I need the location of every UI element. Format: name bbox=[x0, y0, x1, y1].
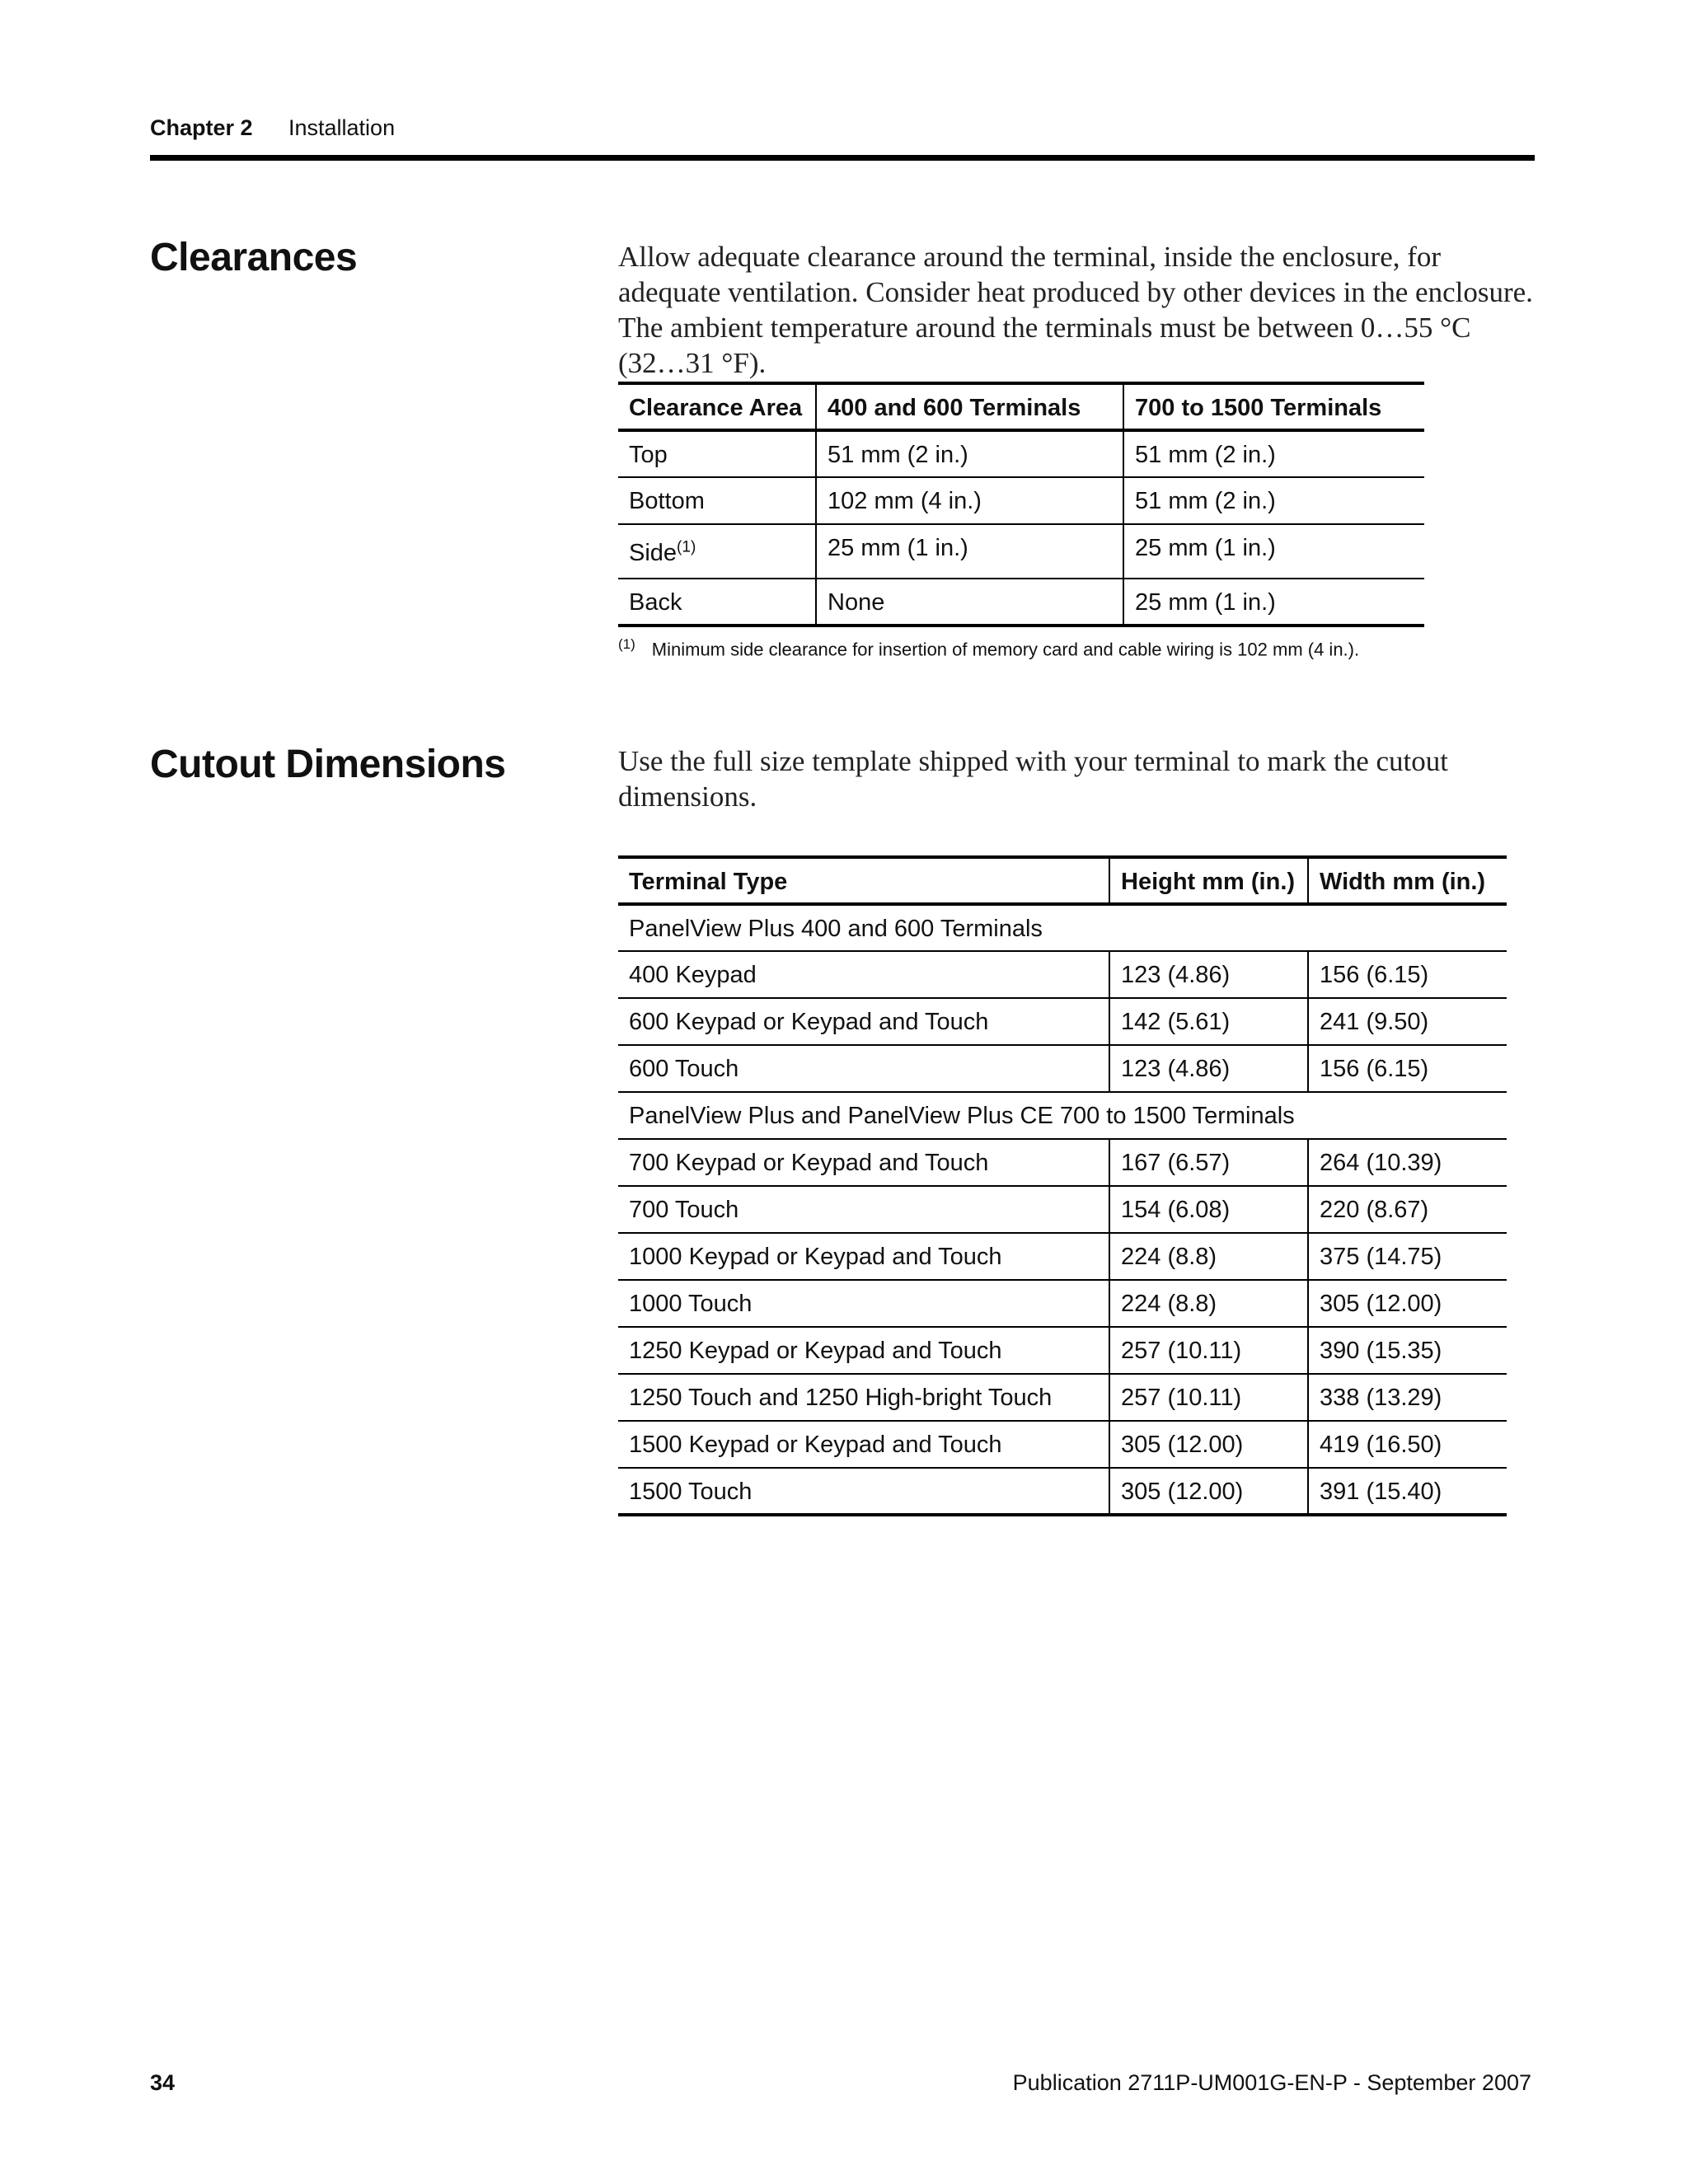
table-cell: 700 Keypad or Keypad and Touch bbox=[629, 1150, 989, 1176]
clearances-paragraph: Allow adequate clearance around the terminal, inside the enclosure, for adequate ventilation. Consider heat produced by other devices in the enclosure. The ambient temperature around the terminals must be between 0…55 °C (32…31 °F). bbox=[618, 241, 1533, 379]
table-header-row bbox=[618, 383, 1424, 430]
table-cell: 154 (6.08) bbox=[1109, 1186, 1308, 1233]
table-cell: 25 mm (1 in.) bbox=[1123, 579, 1424, 626]
column-header: Clearance Area bbox=[629, 395, 803, 421]
footnote-reference: (1) bbox=[677, 538, 696, 556]
table-cell: 1000 Keypad or Keypad and Touch bbox=[629, 1244, 1002, 1270]
table-row bbox=[618, 579, 1424, 626]
column-header: Width mm (in.) bbox=[1308, 857, 1507, 904]
table-row bbox=[618, 1468, 1507, 1515]
column-header: 700 to 1500 Terminals bbox=[1123, 383, 1424, 430]
table-cell bbox=[618, 524, 816, 579]
table-cell: 600 Keypad or Keypad and Touch bbox=[629, 1009, 989, 1035]
table-cell: 257 (10.11) bbox=[1109, 1327, 1308, 1374]
table-cell: 51 mm (2 in.) bbox=[1123, 430, 1424, 477]
table-cell: Top bbox=[629, 442, 668, 468]
footnote-text: Minimum side clearance for insertion of memory card and cable wiring is 102 mm (4 in.). bbox=[651, 639, 1360, 660]
table-cell: 156 (6.15) bbox=[1308, 1045, 1507, 1092]
cutout-paragraph: Use the full size template shipped with your terminal to mark the cutout dimensions. bbox=[618, 745, 1448, 813]
table-cell: 1250 Touch and 1250 High-bright Touch bbox=[629, 1385, 1053, 1411]
table-row bbox=[618, 1186, 1507, 1233]
clearances-table bbox=[618, 382, 1424, 627]
table-row bbox=[618, 998, 1507, 1045]
table-cell: 1500 Touch bbox=[629, 1479, 753, 1505]
table-cell: 391 (15.40) bbox=[1308, 1468, 1507, 1515]
group-label: PanelView Plus and PanelView Plus CE 700 to 1500 Terminals bbox=[629, 1103, 1295, 1129]
table-cell: 1000 Touch bbox=[629, 1291, 753, 1317]
table-row bbox=[618, 1233, 1507, 1280]
table-cell: 305 (12.00) bbox=[1308, 1280, 1507, 1327]
table-row bbox=[618, 1280, 1507, 1327]
table-group-row bbox=[618, 904, 1507, 951]
footnote-mark: (1) bbox=[618, 636, 635, 652]
table-cell: 700 Touch bbox=[629, 1197, 739, 1223]
table-row bbox=[618, 951, 1507, 998]
page-number: 34 bbox=[150, 2070, 176, 2095]
table-cell: 167 (6.57) bbox=[1109, 1139, 1308, 1186]
cutout-heading: Cutout Dimensions bbox=[150, 743, 506, 786]
clearances-heading: Clearances bbox=[150, 236, 358, 279]
footnote bbox=[618, 636, 1359, 660]
table-cell: 102 mm (4 in.) bbox=[816, 477, 1123, 524]
column-header: 400 and 600 Terminals bbox=[816, 383, 1123, 430]
table-cell: 338 (13.29) bbox=[1308, 1374, 1507, 1421]
table-cell: 1250 Keypad or Keypad and Touch bbox=[629, 1338, 1002, 1364]
table-cell: 400 Keypad bbox=[629, 962, 757, 988]
table-cell: 600 Touch bbox=[629, 1056, 739, 1082]
table-row bbox=[618, 1045, 1507, 1092]
table-cell: 305 (12.00) bbox=[1109, 1421, 1308, 1468]
table-row bbox=[618, 477, 1424, 524]
cell-text: Side bbox=[629, 540, 678, 566]
table-cell: 123 (4.86) bbox=[1109, 1045, 1308, 1092]
column-header: Terminal Type bbox=[629, 869, 788, 895]
table-cell: 25 mm (1 in.) bbox=[816, 524, 1123, 579]
table-cell: 241 (9.50) bbox=[1308, 998, 1507, 1045]
group-label: PanelView Plus 400 and 600 Terminals bbox=[629, 916, 1043, 942]
table-cell: 224 (8.8) bbox=[1109, 1233, 1308, 1280]
table-cell: None bbox=[816, 579, 1123, 626]
table-cell: 51 mm (2 in.) bbox=[1123, 477, 1424, 524]
table-cell: 390 (15.35) bbox=[1308, 1327, 1507, 1374]
cutout-table bbox=[618, 855, 1507, 1516]
table-cell: 220 (8.67) bbox=[1308, 1186, 1507, 1233]
header-section: Installation bbox=[288, 115, 396, 140]
table-cell: 305 (12.00) bbox=[1109, 1468, 1308, 1515]
table-cell: 375 (14.75) bbox=[1308, 1233, 1507, 1280]
table-cell: 51 mm (2 in.) bbox=[816, 430, 1123, 477]
table-row bbox=[618, 1421, 1507, 1468]
table-row bbox=[618, 430, 1424, 477]
publication-info: Publication 2711P-UM001G-EN-P - September 2007 bbox=[1012, 2070, 1531, 2095]
table-cell: 419 (16.50) bbox=[1308, 1421, 1507, 1468]
table-cell: 264 (10.39) bbox=[1308, 1139, 1507, 1186]
table-header-row bbox=[618, 857, 1507, 904]
table-cell: Bottom bbox=[629, 488, 705, 514]
table-row bbox=[618, 524, 1424, 579]
table-group-row bbox=[618, 1092, 1507, 1139]
table-cell: 25 mm (1 in.) bbox=[1123, 524, 1424, 579]
table-row bbox=[618, 1327, 1507, 1374]
header-rule bbox=[150, 155, 1535, 161]
table-cell: 224 (8.8) bbox=[1109, 1280, 1308, 1327]
column-header: Height mm (in.) bbox=[1109, 857, 1308, 904]
table-row bbox=[618, 1374, 1507, 1421]
table-cell: 142 (5.61) bbox=[1109, 998, 1308, 1045]
table-cell: 1500 Keypad or Keypad and Touch bbox=[629, 1432, 1002, 1458]
table-cell: 123 (4.86) bbox=[1109, 951, 1308, 998]
table-cell: Back bbox=[629, 589, 682, 616]
table-cell: 257 (10.11) bbox=[1109, 1374, 1308, 1421]
table-row bbox=[618, 1139, 1507, 1186]
table-cell: 156 (6.15) bbox=[1308, 951, 1507, 998]
header-chapter: Chapter 2 bbox=[150, 115, 253, 140]
